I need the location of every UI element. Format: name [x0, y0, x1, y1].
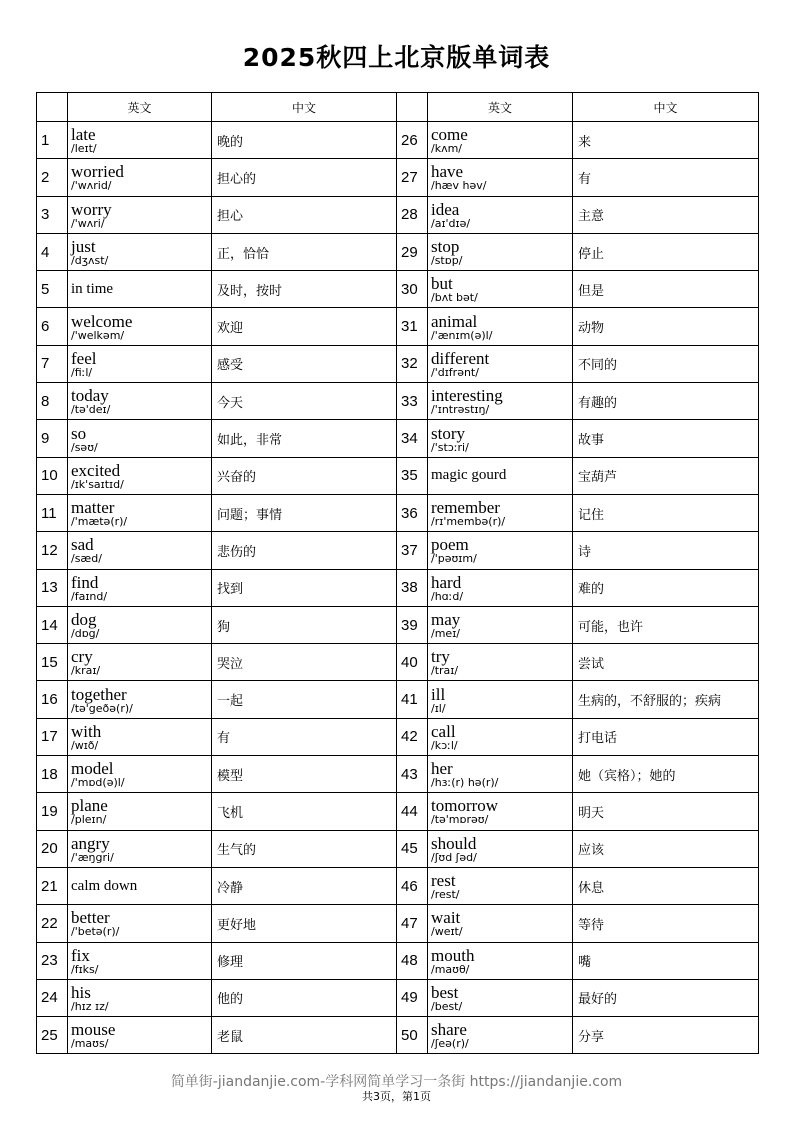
- row-number: 14: [37, 606, 68, 643]
- english-cell: [68, 532, 212, 569]
- english-word: just: [71, 237, 96, 257]
- english-word: different: [431, 348, 490, 368]
- english-cell: [68, 233, 212, 270]
- header-number: [397, 93, 428, 122]
- english-cell: [68, 271, 212, 308]
- english-word: interesting: [431, 386, 503, 406]
- english-cell: [428, 718, 573, 755]
- phonetic: /'pəʊɪm/: [431, 552, 477, 566]
- english-cell: [68, 942, 212, 979]
- phonetic: /səʊ/: [71, 440, 98, 454]
- english-cell: [68, 345, 212, 382]
- table-row: [37, 606, 759, 643]
- chinese-meaning: 明天: [573, 793, 759, 830]
- chinese-meaning: 分享: [573, 1017, 759, 1054]
- phonetic: /tə'deɪ/: [71, 403, 111, 417]
- table-row: [37, 308, 759, 345]
- row-number: 32: [397, 345, 428, 382]
- row-number: 26: [397, 122, 428, 159]
- english-cell: [68, 159, 212, 196]
- row-number: 29: [397, 233, 428, 270]
- phonetic: /'mɒd(ə)l/: [71, 776, 125, 790]
- english-cell: [428, 905, 573, 942]
- table-row: [37, 383, 759, 420]
- row-number: 33: [397, 383, 428, 420]
- english-word: wait: [431, 908, 461, 928]
- phonetic: /ʃʊd ʃəd/: [431, 850, 477, 864]
- table-row: [37, 793, 759, 830]
- english-cell: [428, 494, 573, 531]
- english-word: hard: [431, 572, 462, 592]
- english-cell: [68, 420, 212, 457]
- chinese-meaning: 有: [573, 159, 759, 196]
- chinese-meaning: 感受: [212, 345, 397, 382]
- table-row: [37, 457, 759, 494]
- english-word: dog: [71, 610, 97, 629]
- chinese-meaning: 不同的: [573, 345, 759, 382]
- english-word: share: [431, 1020, 467, 1040]
- row-number: 22: [37, 905, 68, 942]
- chinese-meaning: 担心: [212, 196, 397, 233]
- phonetic: /faɪnd/: [71, 589, 108, 603]
- phonetic: /hæv həv/: [431, 179, 487, 193]
- chinese-meaning: 有趣的: [573, 383, 759, 420]
- english-cell: [428, 383, 573, 420]
- english-word: his: [71, 982, 91, 1002]
- row-number: 44: [397, 793, 428, 830]
- chinese-meaning: 动物: [573, 308, 759, 345]
- chinese-meaning: 有: [212, 718, 397, 755]
- chinese-meaning: 可能，也许: [573, 606, 759, 643]
- english-cell: [68, 606, 212, 643]
- english-word: best: [431, 982, 459, 1002]
- phonetic: /weɪt/: [431, 925, 463, 939]
- phonetic: /'mætə(r)/: [71, 515, 128, 529]
- chinese-meaning: 打电话: [573, 718, 759, 755]
- english-word: story: [431, 423, 465, 443]
- chinese-meaning: 生病的，不舒服的；疾病: [573, 681, 759, 718]
- header-chinese: 中文: [212, 93, 397, 122]
- english-cell: [428, 793, 573, 830]
- row-number: 40: [397, 644, 428, 681]
- row-number: 30: [397, 271, 428, 308]
- chinese-meaning: 正，恰恰: [212, 233, 397, 270]
- english-cell: [68, 196, 212, 233]
- english-word: find: [71, 572, 99, 592]
- english-word: but: [431, 274, 453, 294]
- chinese-meaning: 停止: [573, 233, 759, 270]
- phonetic: /best/: [431, 999, 463, 1013]
- chinese-meaning: 更好地: [212, 905, 397, 942]
- english-word: welcome: [71, 311, 133, 331]
- phonetic: /'wʌrid/: [71, 179, 112, 193]
- row-number: 5: [37, 271, 68, 308]
- vocabulary-table: [36, 92, 759, 1054]
- phonetic: /dɒg/: [71, 627, 100, 640]
- chinese-meaning: 欢迎: [212, 308, 397, 345]
- row-number: 48: [397, 942, 428, 979]
- row-number: 8: [37, 383, 68, 420]
- english-word: excited: [71, 460, 121, 480]
- header-english: 英文: [428, 93, 573, 122]
- table-row: [37, 569, 759, 606]
- phonetic: /pleɪn/: [71, 813, 107, 827]
- header-number: [37, 93, 68, 122]
- chinese-meaning: 她（宾格）；她的: [573, 756, 759, 793]
- english-cell: [68, 681, 212, 718]
- row-number: 25: [37, 1017, 68, 1054]
- phonetic: /'æŋgri/: [71, 850, 114, 864]
- chinese-meaning: 等待: [573, 905, 759, 942]
- phonetic: /traɪ/: [431, 664, 459, 678]
- english-cell: [428, 457, 573, 494]
- row-number: 39: [397, 606, 428, 643]
- phonetic: /maʊθ/: [431, 962, 470, 976]
- english-cell: [428, 532, 573, 569]
- chinese-meaning: 记住: [573, 494, 759, 531]
- phonetic: /'ɪntrəstɪŋ/: [431, 403, 490, 417]
- row-number: 1: [37, 122, 68, 159]
- phonetic: /ʃeə(r)/: [431, 1037, 469, 1051]
- phonetic: /'ænɪm(ə)l/: [431, 328, 493, 342]
- english-cell: [428, 233, 573, 270]
- english-word: today: [71, 386, 109, 406]
- chinese-meaning: 兴奋的: [212, 457, 397, 494]
- page-number: 共3页，第1页: [362, 1090, 431, 1103]
- row-number: 24: [37, 979, 68, 1016]
- row-number: 19: [37, 793, 68, 830]
- english-cell: [428, 867, 573, 904]
- english-word: worry: [71, 199, 112, 219]
- phonetic: /ɪk'saɪtɪd/: [71, 477, 124, 491]
- english-word: angry: [71, 833, 110, 853]
- phonetic: /leɪt/: [71, 142, 97, 156]
- english-word: ill: [431, 684, 446, 704]
- english-cell: [68, 569, 212, 606]
- english-cell: [68, 905, 212, 942]
- phonetic: /aɪ'dɪə/: [431, 216, 471, 230]
- table-row: [37, 644, 759, 681]
- english-cell: [428, 122, 573, 159]
- row-number: 47: [397, 905, 428, 942]
- table-row: [37, 756, 759, 793]
- row-number: 50: [397, 1017, 428, 1054]
- row-number: 6: [37, 308, 68, 345]
- chinese-meaning: 但是: [573, 271, 759, 308]
- chinese-meaning: 如此，非常: [212, 420, 397, 457]
- english-word: may: [431, 610, 461, 629]
- chinese-meaning: 一起: [212, 681, 397, 718]
- chinese-meaning: 今天: [212, 383, 397, 420]
- english-word: so: [71, 423, 87, 443]
- english-cell: [68, 793, 212, 830]
- row-number: 7: [37, 345, 68, 382]
- english-cell: [428, 756, 573, 793]
- english-word: sad: [71, 535, 94, 555]
- english-cell: [428, 271, 573, 308]
- english-word: mouth: [431, 945, 475, 965]
- english-word: have: [431, 162, 464, 182]
- english-word: magic gourd: [431, 467, 507, 484]
- english-word: tomorrow: [431, 796, 499, 816]
- table-row: [37, 532, 759, 569]
- chinese-meaning: 尝试: [573, 644, 759, 681]
- table-row: [37, 159, 759, 196]
- chinese-meaning: 修理: [212, 942, 397, 979]
- row-number: 34: [397, 420, 428, 457]
- table-row: [37, 867, 759, 904]
- row-number: 17: [37, 718, 68, 755]
- table-row: [37, 345, 759, 382]
- table-row: [37, 718, 759, 755]
- chinese-meaning: 晚的: [212, 122, 397, 159]
- table-row: [37, 681, 759, 718]
- phonetic: /hɑːd/: [431, 589, 464, 603]
- row-number: 28: [397, 196, 428, 233]
- english-word: in time: [71, 280, 114, 297]
- table-header-row: [37, 93, 759, 122]
- phonetic: /'welkəm/: [71, 328, 125, 342]
- chinese-meaning: 应该: [573, 830, 759, 867]
- english-word: come: [431, 125, 468, 145]
- chinese-meaning: 哭泣: [212, 644, 397, 681]
- english-word: fix: [71, 945, 90, 965]
- phonetic: /'wʌri/: [71, 216, 105, 230]
- row-number: 12: [37, 532, 68, 569]
- english-word: matter: [71, 498, 115, 518]
- english-word: try: [431, 647, 450, 667]
- english-cell: [68, 494, 212, 531]
- row-number: 38: [397, 569, 428, 606]
- english-word: rest: [431, 871, 456, 891]
- phonetic: /sæd/: [71, 552, 102, 566]
- chinese-meaning: 诗: [573, 532, 759, 569]
- english-cell: [428, 606, 573, 643]
- chinese-meaning: 宝葫芦: [573, 457, 759, 494]
- phonetic: /rest/: [431, 888, 460, 902]
- english-word: idea: [431, 199, 460, 219]
- row-number: 36: [397, 494, 428, 531]
- row-number: 3: [37, 196, 68, 233]
- row-number: 10: [37, 457, 68, 494]
- header-english: 英文: [68, 93, 212, 122]
- phonetic: /bʌt bət/: [431, 291, 478, 305]
- chinese-meaning: 老鼠: [212, 1017, 397, 1054]
- english-cell: [68, 383, 212, 420]
- english-word: model: [71, 759, 114, 779]
- chinese-meaning: 生气的: [212, 830, 397, 867]
- phonetic: /'stɔːri/: [431, 440, 469, 454]
- english-cell: [68, 718, 212, 755]
- table-row: [37, 196, 759, 233]
- phonetic: /dʒʌst/: [71, 254, 109, 268]
- english-word: together: [71, 684, 127, 704]
- chinese-meaning: 找到: [212, 569, 397, 606]
- english-word: should: [431, 833, 477, 853]
- row-number: 46: [397, 867, 428, 904]
- row-number: 45: [397, 830, 428, 867]
- table-row: [37, 905, 759, 942]
- row-number: 4: [37, 233, 68, 270]
- phonetic: /fɪks/: [71, 962, 99, 976]
- row-number: 9: [37, 420, 68, 457]
- english-word: call: [431, 721, 456, 741]
- chinese-meaning: 狗: [212, 606, 397, 643]
- phonetic: /tə'mɒrəʊ/: [431, 813, 489, 827]
- english-cell: [68, 1017, 212, 1054]
- page-title: 2025秋四上北京版单词表: [242, 43, 551, 72]
- english-word: better: [71, 908, 110, 928]
- row-number: 41: [397, 681, 428, 718]
- phonetic: /meɪ/: [431, 627, 460, 640]
- row-number: 35: [397, 457, 428, 494]
- chinese-meaning: 问题；事情: [212, 494, 397, 531]
- phonetic: /ɪl/: [431, 701, 446, 715]
- row-number: 15: [37, 644, 68, 681]
- table-row: [37, 233, 759, 270]
- row-number: 13: [37, 569, 68, 606]
- row-number: 31: [397, 308, 428, 345]
- row-number: 43: [397, 756, 428, 793]
- english-cell: [428, 830, 573, 867]
- chinese-meaning: 最好的: [573, 979, 759, 1016]
- header-chinese: 中文: [573, 93, 759, 122]
- phonetic: /tə'geðə(r)/: [71, 701, 133, 715]
- chinese-meaning: 飞机: [212, 793, 397, 830]
- phonetic: /hɪz ɪz/: [71, 999, 109, 1013]
- phonetic: /kraɪ/: [71, 664, 101, 678]
- english-word: calm down: [71, 877, 138, 894]
- row-number: 21: [37, 867, 68, 904]
- english-cell: [68, 979, 212, 1016]
- table-row: [37, 830, 759, 867]
- chinese-meaning: 担心的: [212, 159, 397, 196]
- english-cell: [428, 681, 573, 718]
- table-row: [37, 494, 759, 531]
- english-cell: [428, 942, 573, 979]
- english-word: poem: [431, 535, 469, 555]
- row-number: 18: [37, 756, 68, 793]
- english-word: late: [71, 125, 96, 145]
- chinese-meaning: 及时，按时: [212, 271, 397, 308]
- english-word: plane: [71, 796, 108, 816]
- english-cell: [428, 644, 573, 681]
- chinese-meaning: 难的: [573, 569, 759, 606]
- footer-watermark: 简单街-jiandanjie.com-学科网简单学习一条街 https://jiandanjie.com: [170, 1074, 623, 1090]
- phonetic: /rɪ'membə(r)/: [431, 515, 506, 529]
- english-cell: [68, 122, 212, 159]
- row-number: 42: [397, 718, 428, 755]
- row-number: 49: [397, 979, 428, 1016]
- chinese-meaning: 模型: [212, 756, 397, 793]
- phonetic: /'dɪfrənt/: [431, 365, 479, 379]
- table-row: [37, 942, 759, 979]
- chinese-meaning: 故事: [573, 420, 759, 457]
- row-number: 27: [397, 159, 428, 196]
- english-cell: [428, 569, 573, 606]
- row-number: 20: [37, 830, 68, 867]
- row-number: 16: [37, 681, 68, 718]
- phonetic: /fiːl/: [71, 365, 93, 379]
- english-word: with: [71, 721, 102, 741]
- english-cell: [428, 979, 573, 1016]
- phonetic: /kɔːl/: [431, 738, 458, 752]
- phonetic: /'betə(r)/: [71, 925, 120, 939]
- phonetic: /maʊs/: [71, 1037, 109, 1051]
- table-row: [37, 979, 759, 1016]
- table-row: [37, 271, 759, 308]
- row-number: 37: [397, 532, 428, 569]
- english-word: worried: [71, 162, 124, 182]
- chinese-meaning: 嘴: [573, 942, 759, 979]
- table-row: [37, 122, 759, 159]
- chinese-meaning: 休息: [573, 867, 759, 904]
- english-word: animal: [431, 311, 478, 331]
- english-word: remember: [431, 498, 500, 518]
- english-cell: [68, 644, 212, 681]
- english-word: feel: [71, 348, 97, 368]
- row-number: 2: [37, 159, 68, 196]
- phonetic: /hɜː(r) hə(r)/: [431, 776, 499, 790]
- chinese-meaning: 来: [573, 122, 759, 159]
- chinese-meaning: 他的: [212, 979, 397, 1016]
- chinese-meaning: 主意: [573, 196, 759, 233]
- english-cell: [68, 756, 212, 793]
- row-number: 11: [37, 494, 68, 531]
- english-cell: [428, 196, 573, 233]
- english-cell: [68, 308, 212, 345]
- english-cell: [68, 830, 212, 867]
- english-cell: [428, 420, 573, 457]
- chinese-meaning: 悲伤的: [212, 532, 397, 569]
- table-row: [37, 1017, 759, 1054]
- phonetic: /kʌm/: [431, 142, 463, 156]
- chinese-meaning: 冷静: [212, 867, 397, 904]
- english-cell: [428, 159, 573, 196]
- english-cell: [428, 308, 573, 345]
- phonetic: /wɪð/: [71, 738, 99, 752]
- english-word: stop: [431, 237, 460, 257]
- english-cell: [68, 457, 212, 494]
- english-word: her: [431, 759, 453, 779]
- english-word: mouse: [71, 1020, 116, 1040]
- phonetic: /stɒp/: [431, 254, 463, 268]
- english-cell: [428, 1017, 573, 1054]
- row-number: 23: [37, 942, 68, 979]
- table-row: [37, 420, 759, 457]
- english-cell: [68, 867, 212, 904]
- english-cell: [428, 345, 573, 382]
- english-word: cry: [71, 647, 93, 667]
